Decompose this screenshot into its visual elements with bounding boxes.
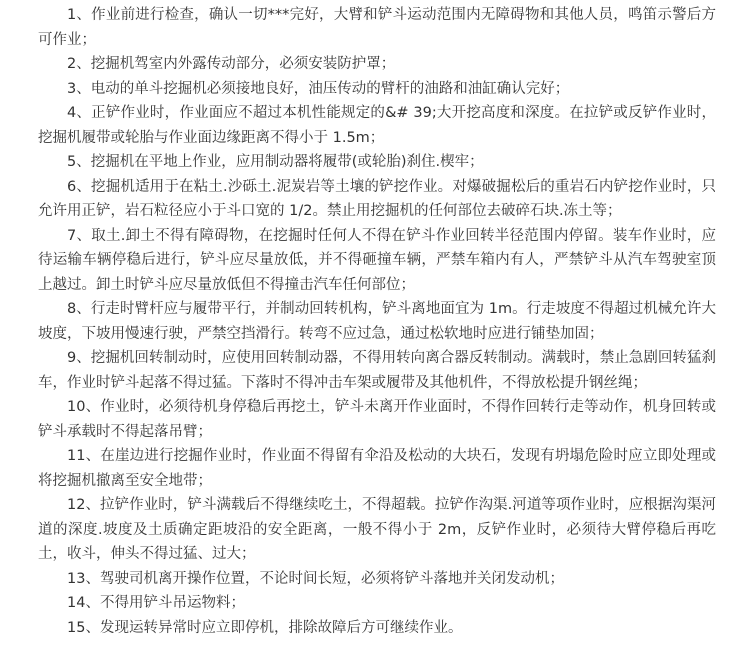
- paragraph-8: 8、行走时臂杆应与履带平行，并制动回转机构，铲斗离地面宜为 1m。行走坡度不得超过机械允许大坡度，下坡用慢速行驶，严禁空挡滑行。转弯不应过急，通过松软地时应进行铺垫加固；: [38, 301, 716, 342]
- paragraph-9: 9、挖掘机回转制动时，应使用回转制动器，不得用转向离合器反转制动。满载时，禁止急剧回转猛刹车，作业时铲斗起落不得过猛。下落时不得冲击车架或履带及其他机件，不得放松提升钢丝绳；: [38, 350, 716, 391]
- paragraph-12: 12、拉铲作业时，铲斗满载后不得继续吃土，不得超载。拉铲作沟渠.河道等项作业时，应根据沟渠河道的深度.坡度及土质确定距坡沿的安全距离，一般不得小于 2m，反铲作业时，必须待大臂停稳后再吃土，收斗，伸头不得过猛、过大；: [38, 497, 716, 562]
- paragraph-14: 14、不得用铲斗吊运物料；: [67, 595, 245, 611]
- paragraph-11: 11、在崖边进行挖掘作业时，作业面不得留有伞沿及松动的大块石，发现有坍塌危险时应立即处理或将挖掘机撤离至安全地带；: [38, 448, 716, 489]
- paragraph-1: 1、作业前进行检查，确认一切***完好，大臂和铲斗运动范围内无障碍物和其他人员，鸣笛示警后方可作业；: [38, 7, 716, 48]
- paragraph-13: 13、驾驶司机离开操作位置，不论时间长短，必须将铲斗落地并关闭发动机；: [67, 570, 564, 587]
- paragraph-7: 7、取土.卸土不得有障碍物，在挖掘时任何人不得在铲斗作业回转半径范围内停留。装车作业时，应待运输车辆停稳后进行，铲斗应尽量放低，并不得砸撞车辆，严禁车箱内有人，严禁铲斗从汽车驾驶室顶上越过。卸土时铲斗应尽量放低但不得撞击汽车任何部位；: [38, 227, 716, 293]
- paragraph-15: 15、发现运转异常时应立即停机，排除故障后方可继续作业。: [67, 619, 463, 636]
- paragraph-10: 10、作业时，必须待机身停稳后再挖土，铲斗未离开作业面时，不得作回转行走等动作，机身回转或铲斗承载时不得起落吊臂；: [38, 399, 716, 440]
- paragraph-2: 2、挖掘机驾室内外露传动部分，必须安装防护罩；: [67, 56, 396, 72]
- paragraph-6: 6、挖掘机适用于在粘土.沙砾土.泥炭岩等土壤的铲挖作业。对爆破掘松后的重岩石内铲挖作业时，只允许用正铲，岩石粒径应小于斗口宽的 1/2。禁止用挖掘机的任何部位去破碎石块.冻土等；: [38, 178, 716, 219]
- paragraph-3: 3、电动的单斗挖掘机必须接地良好，油压传动的臂杆的油路和油缸确认完好；: [67, 80, 570, 97]
- paragraph-4: 4、正铲作业时，作业面应不超过本机性能规定的&# 39;大开挖高度和深度。在拉铲或反铲作业时，挖掘机履带或轮胎与作业面边缘距离不得小于 1.5m；: [38, 105, 716, 146]
- paragraph-5: 5、挖掘机在平地上作业，应用制动器将履带(或轮胎)刹住.楔牢；: [67, 154, 484, 170]
